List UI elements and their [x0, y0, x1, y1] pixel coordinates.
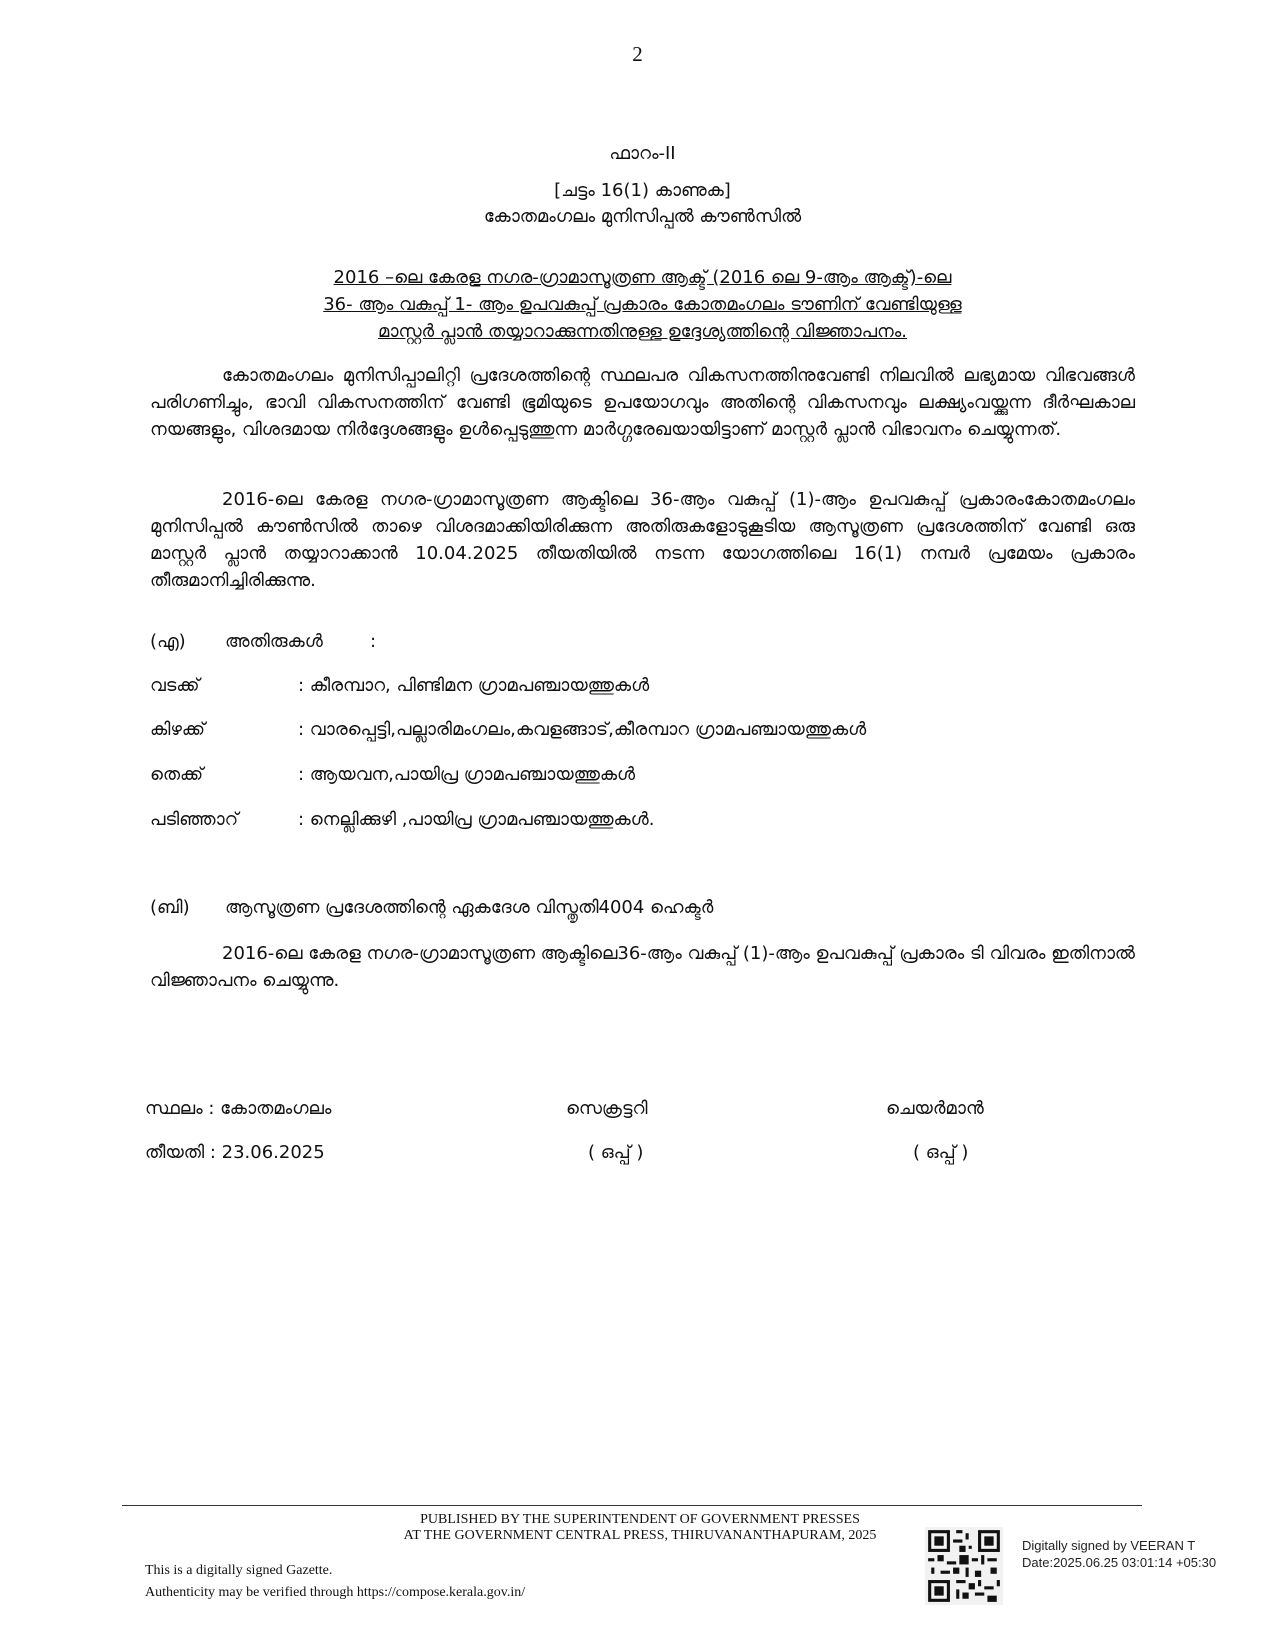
boundary-row-south — [150, 760, 1135, 790]
intro-paragraph: കോതമംഗലം മുനിസിപ്പാലിറ്റി പ്രദേശത്തിന്റെ സ്ഥലപര വികസനത്തിനുവേണ്ടി നിലവിൽ ലഭ്യമായ വിഭവങ്ങൾ പരിഗണിച്ചും, ഭാവി വികസനത്തിന് വേണ്ടി ഭൂമിയുടെ ഉപയോഗവും അതിന്റെ വികസനവും ലക്ഷ്യംവയ്ക്കുന്ന ദീർഘകാല നയങ്ങളും, വിശദമായ നിർദ്ദേശങ്ങളും ഉൾപ്പെടുത്തുന്ന മാർഗ്ഗരേഖയായിട്ടാണ് മാസ്റ്റർ പ്ലാൻ വിഭാവനം ചെയ്യുന്നത്. — [150, 365, 1135, 440]
notification-title — [150, 264, 1135, 345]
secretary-signature: ( ഒപ്പ് ) — [588, 1142, 644, 1163]
area-marker: (ബി) — [150, 897, 190, 918]
signed-date: Date:2025.06.25 03:01:14 +05:30 — [1022, 1555, 1217, 1570]
signed-by: Digitally signed by VEERAN T — [1022, 1538, 1196, 1553]
boundary-direction: തെക്ക് — [150, 764, 204, 785]
boundaries-heading — [150, 627, 1135, 657]
planning-area-row — [150, 893, 1135, 923]
boundary-row-north — [150, 671, 1135, 701]
footer-divider — [122, 1505, 1142, 1506]
gazette-note: This is a digitally signed Gazette. — [145, 1563, 333, 1578]
place: സ്ഥലം : കോതമംഗലം — [145, 1098, 332, 1119]
rule-reference: [ചട്ടം 16(1) കാണുക] — [554, 180, 731, 201]
boundary-value: : വാരപ്പെട്ടി,പല്ലാരിമംഗലം,കവളങ്ങാട്,കീരമ്പാറ ഗ്രാമപഞ്ചായത്തുകൾ — [298, 719, 867, 740]
boundary-direction: വടക്ക് — [150, 675, 200, 696]
secretary-title: സെക്രട്ടറി — [566, 1098, 648, 1119]
title-line: 2016 –ലെ കേരള നഗര-ഗ്രാമാസൂത്രണ ആക്ട് (2016 ലെ 9-ആം ആക്ട്)-ലെ — [333, 267, 952, 288]
form-name: ഫാറം-II — [609, 143, 676, 164]
verification-link[interactable]: Authenticity may be verified through https://compose.kerala.gov.in/ — [145, 1585, 526, 1600]
boundary-row-west — [150, 805, 1135, 835]
boundaries-heading-text: അതിരുകൾ — [225, 631, 323, 652]
boundaries-marker: (എ) — [150, 631, 186, 652]
chairman-signature: ( ഒപ്പ് ) — [913, 1142, 969, 1163]
boundary-value: : ആയവന,പായിപ്ര ഗ്രാമപഞ്ചായത്തുകൾ — [298, 764, 636, 785]
issuing-authority: കോതമംഗലം മുനിസിപ്പൽ കൗൺസിൽ — [483, 206, 802, 227]
title-line: മാസ്റ്റർ പ്ലാൻ തയ്യാറാക്കുന്നതിനുള്ള ഉദ്ദേശ്യത്തിന്റെ വിജ്ഞാപനം. — [378, 321, 907, 342]
boundary-direction: കിഴക്ക് — [150, 719, 206, 740]
date: തീയതി : 23.06.2025 — [145, 1142, 325, 1163]
published-by-line2: AT THE GOVERNMENT CENTRAL PRESS, THIRUVANANTHAPURAM, 2025 — [403, 1528, 877, 1543]
digital-signature-stamp — [1022, 1537, 1216, 1571]
qr-code — [925, 1527, 1003, 1605]
published-by-line1: PUBLISHED BY THE SUPERINTENDENT OF GOVERNMENT PRESSES — [420, 1512, 860, 1527]
boundary-row-east — [150, 715, 1135, 745]
boundary-value: : കീരമ്പാറ, പിണ്ടിമന ഗ്രാമപഞ്ചായത്തുകൾ — [298, 675, 650, 696]
notification-paragraph: 2016-ലെ കേരള നഗര-ഗ്രാമാസൂത്രണ ആക്ടിലെ36-ആം വകുപ്പ് (1)-ആം ഉപവകുപ്പ് പ്രകാരം ടി വിവരം ഇതിനാൽ വിജ്ഞാപനം ചെയ്യുന്നു. — [150, 943, 1135, 991]
area-text: ആസൂത്രണ പ്രദേശത്തിന്റെ ഏകദേശ വിസ്തൃതി4004 ഹെക്ടർ — [225, 897, 714, 918]
qr-code-icon — [925, 1527, 1003, 1605]
boundary-value: : നെല്ലിക്കുഴി ,പായിപ്ര ഗ്രാമപഞ്ചായത്തുകൾ. — [298, 809, 655, 830]
boundary-direction: പടിഞ്ഞാറ് — [150, 809, 239, 830]
title-line: 36- ആം വകുപ്പ് 1- ആം ഉപവകുപ്പ് പ്രകാരം കോതമംഗലം ടൗണിന് വേണ്ടിയുള്ള — [323, 294, 962, 315]
boundaries-colon: : — [370, 631, 377, 652]
chairman-title: ചെയർമാൻ — [886, 1098, 984, 1119]
resolution-paragraph: 2016-ലെ കേരള നഗര-ഗ്രാമാസൂത്രണ ആക്ടിലെ 36-ആം വകുപ്പ് (1)-ആം ഉപവകുപ്പ് പ്രകാരംകോതമംഗലം മുനിസിപ്പൽ കൗൺസിൽ താഴെ വിശദമാക്കിയിരിക്കുന്ന അതിരുകളോടുകൂടിയ ആസൂത്രണ പ്രദേശത്തിന് വേണ്ടി ഒരു മാസ്റ്റർ പ്ലാൻ തയ്യാറാക്കാൻ 10.04.2025 തീയതിയിൽ നടന്ന യോഗത്തിലെ 16(1) നമ്പർ പ്രമേയം പ്രകാരം തീരുമാനിച്ചിരിക്കുന്നു. — [150, 489, 1135, 591]
page-number: 2 — [632, 42, 643, 66]
